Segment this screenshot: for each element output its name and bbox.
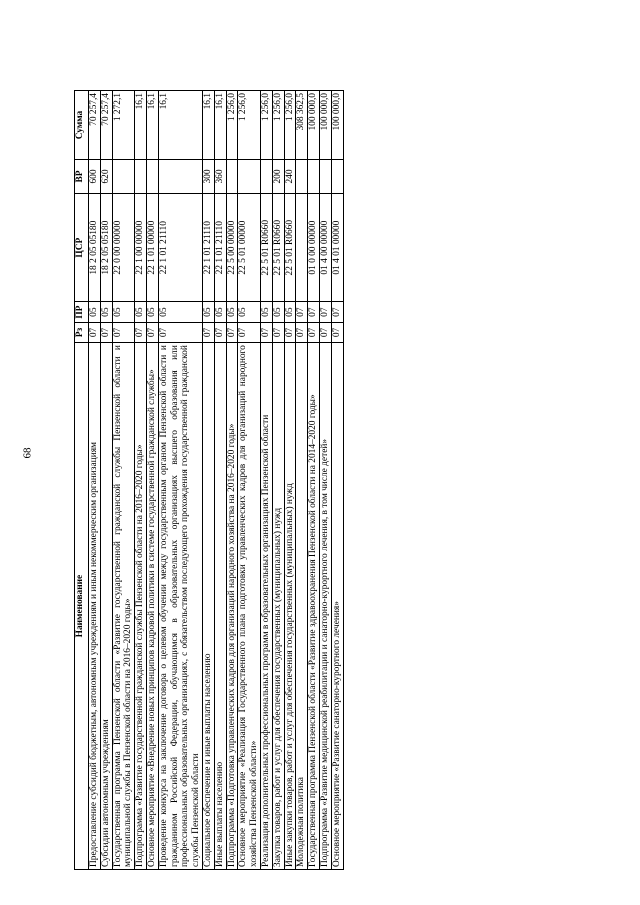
cell-vr xyxy=(135,160,147,194)
table-row xyxy=(214,91,226,870)
header-name: Наименование xyxy=(75,343,89,870)
cell-csr: 01 0 00 00000 xyxy=(308,193,320,302)
rotated-table-container xyxy=(74,90,554,870)
cell-name: Иные закупки товаров, работ и услуг для обеспечения государственных (муниципальных) нужд xyxy=(284,343,296,870)
cell-pr: 05 xyxy=(238,302,261,322)
cell-sum: 1 272,1 xyxy=(112,91,135,160)
cell-rz: 07 xyxy=(308,322,320,342)
cell-sum: 16,1 xyxy=(158,91,202,160)
cell-csr: 22 0 00 00000 xyxy=(112,193,135,302)
cell-rz: 07 xyxy=(331,322,343,342)
table-row xyxy=(158,91,202,870)
cell-pr: 05 xyxy=(89,302,101,322)
cell-rz: 07 xyxy=(272,322,284,342)
table-row xyxy=(272,91,284,870)
table-row xyxy=(135,91,147,870)
cell-vr: 300 xyxy=(202,160,214,194)
cell-rz: 07 xyxy=(158,322,202,342)
cell-name: Субсидии автономным учреждениям xyxy=(100,343,112,870)
cell-name: Предоставление субсидий бюджетным, автономным учреждениям и иным некоммерческим организациям xyxy=(89,343,101,870)
cell-sum: 1 256,0 xyxy=(284,91,296,160)
cell-sum: 1 256,0 xyxy=(272,91,284,160)
cell-csr: 22 5 01 R0660 xyxy=(260,193,272,302)
cell-name: Реализация дополнительных профессиональных программ в образовательных организациях Пензенской области xyxy=(260,343,272,870)
cell-pr: 05 xyxy=(226,302,238,322)
cell-vr xyxy=(308,160,320,194)
header-vr: ВР xyxy=(75,160,89,194)
cell-vr xyxy=(146,160,158,194)
cell-pr: 05 xyxy=(260,302,272,322)
table-row xyxy=(89,91,101,870)
cell-sum: 70 257,4 xyxy=(100,91,112,160)
table-row xyxy=(202,91,214,870)
cell-csr: 22 1 00 00000 xyxy=(135,193,147,302)
cell-pr: 07 xyxy=(296,302,308,322)
table-row xyxy=(319,91,331,870)
cell-vr xyxy=(331,160,343,194)
cell-rz: 07 xyxy=(260,322,272,342)
cell-csr: 18 2 05 05180 xyxy=(100,193,112,302)
cell-csr: 22 5 01 00000 xyxy=(238,193,261,302)
cell-pr: 07 xyxy=(319,302,331,322)
cell-csr: 18 2 05 05180 xyxy=(89,193,101,302)
cell-sum: 16,1 xyxy=(214,91,226,160)
table-row xyxy=(226,91,238,870)
cell-name: Подпрограмма «Подготовка управленческих кадров для организаций народного хозяйства на 2016–2020 годы» xyxy=(226,343,238,870)
cell-name: Иные выплаты населению xyxy=(214,343,226,870)
table-body xyxy=(89,91,344,870)
header-rz: Рз xyxy=(75,322,89,342)
cell-pr: 07 xyxy=(308,302,320,322)
cell-sum: 1 256,0 xyxy=(260,91,272,160)
cell-rz: 07 xyxy=(89,322,101,342)
cell-pr: 05 xyxy=(214,302,226,322)
cell-sum: 16,1 xyxy=(135,91,147,160)
cell-rz: 07 xyxy=(319,322,331,342)
cell-csr: 01 4 00 00000 xyxy=(319,193,331,302)
cell-pr: 05 xyxy=(158,302,202,322)
cell-pr: 05 xyxy=(146,302,158,322)
table-row xyxy=(331,91,343,870)
cell-vr xyxy=(260,160,272,194)
cell-sum: 1 256,0 xyxy=(238,91,261,160)
cell-name: Государственная программа Пензенской области «Развитие государственной гражданской службы Пензенской области и муниципальной службы в Пензенской области на 2016–2020 годы» xyxy=(112,343,135,870)
cell-csr xyxy=(296,193,308,302)
cell-rz: 07 xyxy=(296,322,308,342)
table-header-row xyxy=(75,91,89,870)
cell-csr: 22 1 01 21110 xyxy=(214,193,226,302)
cell-vr: 240 xyxy=(284,160,296,194)
cell-rz: 07 xyxy=(226,322,238,342)
cell-vr: 600 xyxy=(89,160,101,194)
header-csr: ЦСР xyxy=(75,193,89,302)
cell-name: Подпрограмма «Развитие медицинской реабилитации и санаторно-курортного лечения, в том числе детей» xyxy=(319,343,331,870)
cell-csr: 22 1 01 21110 xyxy=(158,193,202,302)
cell-pr: 05 xyxy=(272,302,284,322)
header-sum: Сумма xyxy=(75,91,89,160)
cell-csr: 01 4 01 00000 xyxy=(331,193,343,302)
cell-rz: 07 xyxy=(146,322,158,342)
cell-name: Социальное обеспечение и иные выплаты населению xyxy=(202,343,214,870)
cell-csr: 22 5 00 00000 xyxy=(226,193,238,302)
cell-name: Основное мероприятие «Развитие санаторно-курортного лечения» xyxy=(331,343,343,870)
cell-csr: 22 5 01 R0660 xyxy=(284,193,296,302)
cell-pr: 05 xyxy=(202,302,214,322)
cell-csr: 22 1 01 21110 xyxy=(202,193,214,302)
cell-csr: 22 5 01 R0660 xyxy=(272,193,284,302)
cell-sum: 70 257,4 xyxy=(89,91,101,160)
cell-pr: 05 xyxy=(284,302,296,322)
cell-vr xyxy=(296,160,308,194)
cell-rz: 07 xyxy=(238,322,261,342)
cell-name: Государственная программа Пензенской области «Развитие здравоохранения Пензенской области на 2014–2020 годы» xyxy=(308,343,320,870)
cell-sum: 16,1 xyxy=(202,91,214,160)
table-row xyxy=(100,91,112,870)
cell-vr xyxy=(238,160,261,194)
cell-vr xyxy=(158,160,202,194)
cell-sum: 100 000,0 xyxy=(319,91,331,160)
budget-table xyxy=(74,90,344,870)
cell-vr: 360 xyxy=(214,160,226,194)
cell-vr xyxy=(319,160,331,194)
table-row xyxy=(308,91,320,870)
cell-pr: 05 xyxy=(112,302,135,322)
cell-vr xyxy=(226,160,238,194)
cell-vr: 200 xyxy=(272,160,284,194)
cell-vr xyxy=(112,160,135,194)
cell-rz: 07 xyxy=(284,322,296,342)
cell-sum: 16,1 xyxy=(146,91,158,160)
cell-csr: 22 1 01 00000 xyxy=(146,193,158,302)
cell-sum: 100 000,0 xyxy=(331,91,343,160)
cell-rz: 07 xyxy=(214,322,226,342)
cell-pr: 05 xyxy=(100,302,112,322)
cell-rz: 07 xyxy=(135,322,147,342)
table-row xyxy=(112,91,135,870)
table-row xyxy=(284,91,296,870)
cell-name: Основное мероприятие «Внедрение новых принципов кадровой политики в системе государственной гражданской службы» xyxy=(146,343,158,870)
cell-name: Подпрограмма «Развитие государственной гражданской службы Пензенской области на 2016–2020 годы» xyxy=(135,343,147,870)
cell-name: Проведение конкурса на заключение договора о целевом обучении между государственным органом Пензенской области и гражданином Российской Федерации, обучающимся в образовательных организациях высшего образования или профессиональных образовательных организациях, с обязательством последующего прохождения государственной гражданской службы Пензенской области xyxy=(158,343,202,870)
header-pr: ПР xyxy=(75,302,89,322)
table-row xyxy=(296,91,308,870)
page-number: 68 xyxy=(21,447,34,459)
table-row xyxy=(238,91,261,870)
table-row xyxy=(146,91,158,870)
cell-pr: 05 xyxy=(135,302,147,322)
cell-name: Основное мероприятие «Реализация Государственного плана подготовки управленческих кадров для организаций народного хозяйства Пензенской области» xyxy=(238,343,261,870)
table-row xyxy=(260,91,272,870)
cell-pr: 07 xyxy=(331,302,343,322)
cell-vr: 620 xyxy=(100,160,112,194)
cell-sum: 100 000,0 xyxy=(308,91,320,160)
cell-rz: 07 xyxy=(202,322,214,342)
cell-sum: 1 256,0 xyxy=(226,91,238,160)
cell-name: Молодежная политика xyxy=(296,343,308,870)
cell-rz: 07 xyxy=(100,322,112,342)
cell-sum: 308 362,5 xyxy=(296,91,308,160)
cell-rz: 07 xyxy=(112,322,135,342)
cell-name: Закупка товаров, работ и услуг для обеспечения государственных (муниципальных) нужд xyxy=(272,343,284,870)
